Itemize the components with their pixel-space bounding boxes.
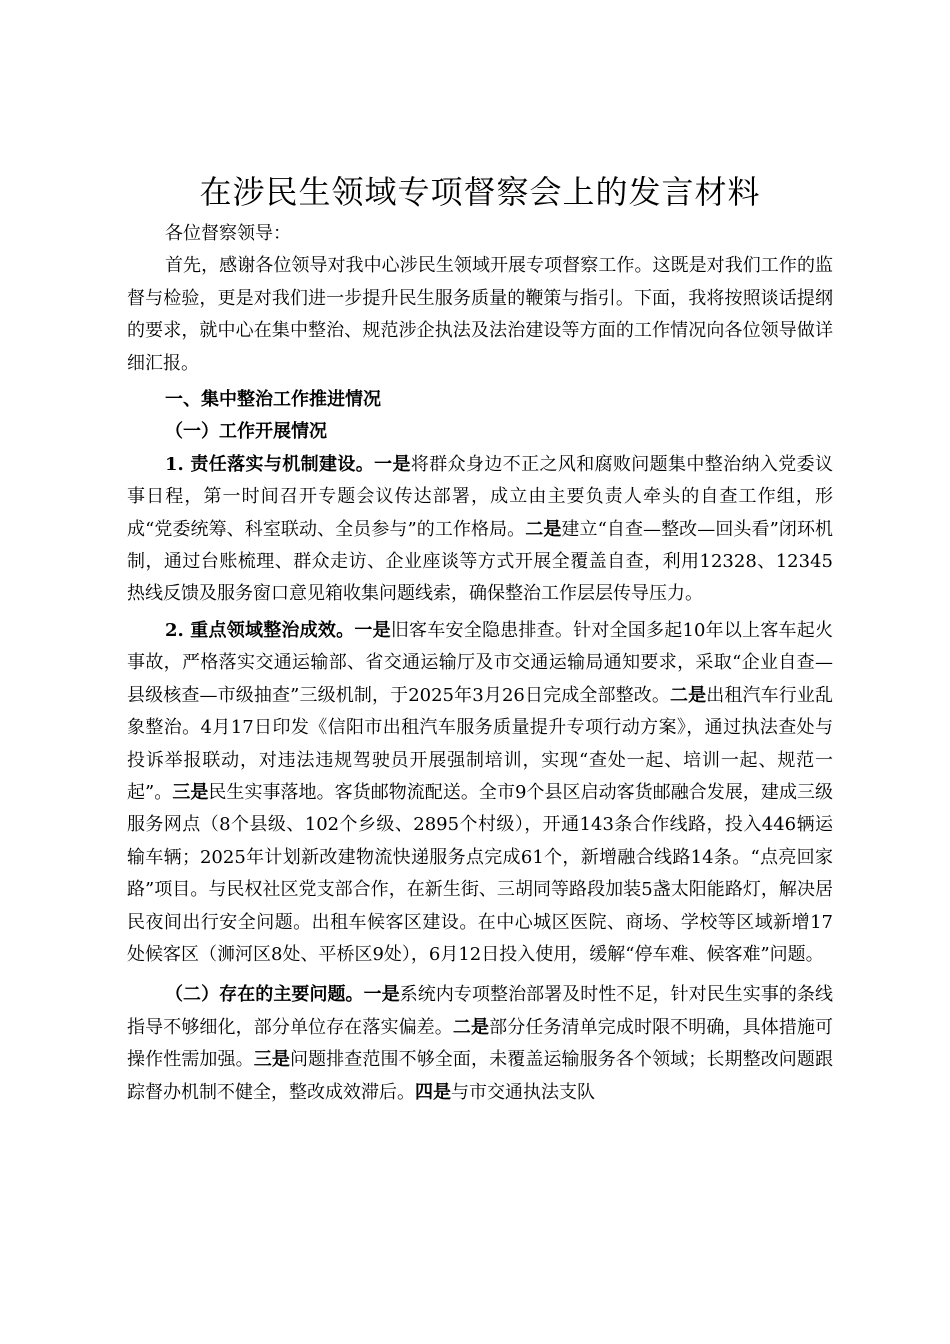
intro-paragraph: 首先，感谢各位领导对我中心涉民生领域开展专项督察工作。这既是对我们工作的监督与检验，更是对我们进一步提升民生服务质量的鞭策与指引。下面，我将按照谈话提纲的要求，就中心在集中整治、规范涉企执法及法治建设等方面的工作情况向各位领导做详细汇报。 [127,255,833,374]
problems-text-1: 系统内专项整治部署及时性不足，针对民生实事的条线指导不够细化，部分单位存在落实偏差。 [127,984,834,1038]
item2-text-1: 旧客车安全隐患排查。针对全国多起10年以上客车起火事故，严格落实交通运输部、省交通运输厅及市交通运输局通知要求，采取“企业自查—县级核查—市级抽查”三级机制，于2025年3月26日完成全部整改。 [127,619,834,706]
item2-keyword-2: 二是 [670,684,707,706]
item1-keyword-2: 二是 [525,518,562,540]
problems-keyword-3: 三是 [253,1049,290,1071]
problems-paragraph [127,979,833,1109]
subsection-heading-1: （一）工作开展情况 [165,421,327,443]
item2-paragraph [127,615,833,971]
problems-text-4: 与市交通执法支队 [451,1081,595,1103]
item1-keyword-1: 一是 [374,453,411,475]
item1-label: 1. 责任落实与机制建设。 [165,453,375,475]
item2-keyword-1: 一是 [354,619,391,641]
item2-text-2: 出租汽车行业乱象整治。4月17日印发《信阳市出租汽车服务质量提升专项行动方案》，通过执法查处与投诉举报联动，对违法违规驾驶员开展强制培训，实现“查处一起、培训一起、规范一起”。 [127,684,833,803]
problems-label: （二）存在的主要问题。 [165,984,364,1006]
problems-text-2: 部分任务清单完成时限不明确，具体措施可操作性需加强。 [127,1016,834,1071]
item1-paragraph [127,449,833,611]
salutation: 各位督察领导： [165,223,291,244]
problems-keyword-2: 二是 [452,1016,490,1038]
problems-keyword-4: 四是 [415,1081,451,1103]
section-heading-1: 一、集中整治工作推进情况 [165,389,381,411]
item2-keyword-3: 三是 [172,781,209,803]
document-title: 在涉民生领域专项督察会上的发言材料 [199,173,761,211]
item1-text-1: 将群众身边不正之风和腐败问题集中整治纳入党委议事日程，第一时间召开专题会议传达部署，成立由主要负责人牵头的自查工作组，形成“党委统筹、科室联动、全员参与”的工作格局。 [127,453,834,540]
item1-text-2: 建立“自查—整改—回头看”闭环机制，通过台账梳理、群众走访、企业座谈等方式开展全覆盖自查，利用12328、12345热线反馈及服务窗口意见箱收集问题线索，确保整治工作层层传导压力。 [127,518,834,605]
item2-text-3: 民生实事落地。客货邮物流配送。全市9个县区启动客货邮融合发展，建成三级服务网点（8个县级、102个乡级、2895个村级），开通143条合作线路，投入446辆运输车辆；2025年计划新改建物流快递服务点完成61个，新增融合线路14条。“点亮回家路”项目。与民权社区党支部合作，在新生街、三胡同等路段加装5盏太阳能路灯，解决居民夜间出行安全问题。出租车候客区建设。在中心城区医院、商场、学校等区域新增17处候客区（浉河区8处、平桥区9处），6月12日投入使用，缓解“停车难、候客难”问题。 [127,781,834,965]
problems-keyword-1: 一是 [363,984,400,1006]
problems-text-3: 问题排查范围不够全面，未覆盖运输服务各个领域；长期整改问题跟踪督办机制不健全，整改成效滞后。 [127,1049,834,1103]
document-body [127,168,833,1109]
item2-label: 2. 重点领域整治成效。 [165,619,355,641]
